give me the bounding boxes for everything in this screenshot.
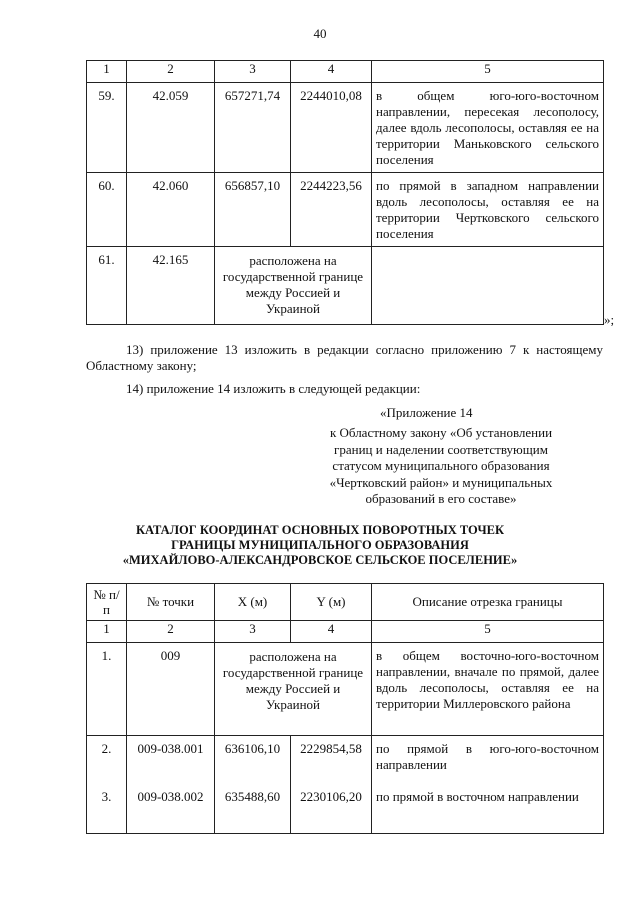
point-number: 009-038.001: [137, 741, 204, 756]
point-number: 009-038.002: [137, 788, 204, 804]
row-number: 3.: [101, 788, 112, 804]
border-location-note: расположена на государственной границе между Россией и Украиной: [222, 253, 364, 316]
column-header-y: Y (м): [316, 594, 346, 609]
point-number: 42.060: [152, 178, 189, 193]
table-header-row: [87, 61, 604, 83]
appendix-subtitle: [296, 425, 586, 508]
column-numbers-row: [87, 621, 604, 643]
x-coordinate: 636106,10: [224, 741, 281, 756]
segment-description: в общем юго-юго-восточном направлении, пересекая лесополосу, далее вдоль лесополосы, оставляя ее на территории Маньковского сельского поселения: [376, 88, 599, 167]
appendix-title: «Приложение 14: [380, 405, 473, 420]
column-header-index: № п/п: [93, 587, 120, 617]
catalog-title-line: ГРАНИЦЫ МУНИЦИПАЛЬНОГО ОБРАЗОВАНИЯ: [171, 538, 469, 552]
appendix-line: к Областному закону «Об установлении: [329, 425, 553, 440]
column-number: 2: [127, 621, 215, 643]
segment-description: по прямой в западном направлении вдоль лесополосы, оставляя ее на территории Чертковского сельского поселения: [376, 178, 599, 241]
page-number: 40: [313, 26, 327, 41]
point-number: 42.059: [152, 88, 189, 103]
coordinates-catalog-table: [86, 583, 604, 834]
catalog-title-line: «МИХАЙЛОВО-АЛЕКСАНДРОВСКОЕ СЕЛЬСКОЕ ПОСЕЛЕНИЕ»: [122, 553, 518, 567]
y-coordinate: 2244010,08: [300, 88, 362, 103]
coordinates-table-continued: [86, 60, 604, 325]
row-number: 61.: [98, 252, 115, 267]
column-number: 4: [291, 621, 372, 643]
table-row: [87, 736, 604, 784]
appendix-line: образований в его составе»: [365, 491, 517, 506]
column-number: 3: [215, 61, 291, 83]
column-number: 2: [127, 61, 215, 83]
point-number: 42.165: [152, 252, 189, 267]
column-number: 1: [87, 61, 127, 83]
table-row: [87, 643, 604, 736]
column-number: 5: [372, 61, 604, 83]
column-header-point: № точки: [146, 594, 195, 609]
row-number: 59.: [98, 88, 115, 103]
paragraph-14: 14) приложение 14 изложить в следующей редакции:: [126, 381, 421, 396]
segment-description: по прямой в восточном направлении: [376, 788, 579, 804]
table-row: [87, 173, 604, 247]
segment-description: по прямой в юго-юго-восточном направлении: [376, 741, 599, 772]
column-number: 3: [215, 621, 291, 643]
column-number: 4: [291, 61, 372, 83]
x-coordinate: 635488,60: [224, 788, 281, 804]
column-number: 5: [372, 621, 604, 643]
column-header-description: Описание отрезка границы: [412, 594, 563, 609]
paragraph-13: 13) приложение 13 изложить в редакции согласно приложению 7 к настоящему Областному закону;: [86, 342, 603, 373]
y-coordinate: 2244223,56: [300, 178, 362, 193]
point-number: 009: [160, 648, 181, 663]
x-coordinate: 657271,74: [224, 88, 281, 103]
catalog-title: [0, 523, 640, 568]
border-location-note: расположена на государственной границе между Россией и Украиной: [222, 649, 364, 712]
x-coordinate: 656857,10: [224, 178, 281, 193]
row-number: 2.: [101, 741, 112, 756]
segment-description: в общем восточно-юго-восточном направлении, вначале по прямой, далее вдоль лесополосы, оставляя ее на территории Миллеровского района: [376, 648, 599, 711]
row-number: 60.: [98, 178, 115, 193]
row-number: 1.: [101, 648, 112, 663]
quote-close-mark: »;: [604, 312, 615, 327]
catalog-title-line: КАТАЛОГ КООРДИНАТ ОСНОВНЫХ ПОВОРОТНЫХ ТОЧЕК: [135, 523, 505, 537]
segment-description: [372, 247, 603, 256]
appendix-line: границ и наделении соответствующим: [334, 441, 548, 457]
column-header-x: X (м): [237, 594, 268, 609]
appendix-line: статусом муниципального образования: [332, 458, 550, 473]
table-row: [87, 83, 604, 173]
table-row: [87, 247, 604, 325]
column-number: 1: [87, 621, 127, 643]
y-coordinate: 2230106,20: [300, 788, 362, 804]
table-row: [87, 784, 604, 834]
appendix-line: «Чертковский район» и муниципальных: [329, 474, 553, 490]
table-header-row: [87, 584, 604, 621]
y-coordinate: 2229854,58: [300, 741, 362, 756]
